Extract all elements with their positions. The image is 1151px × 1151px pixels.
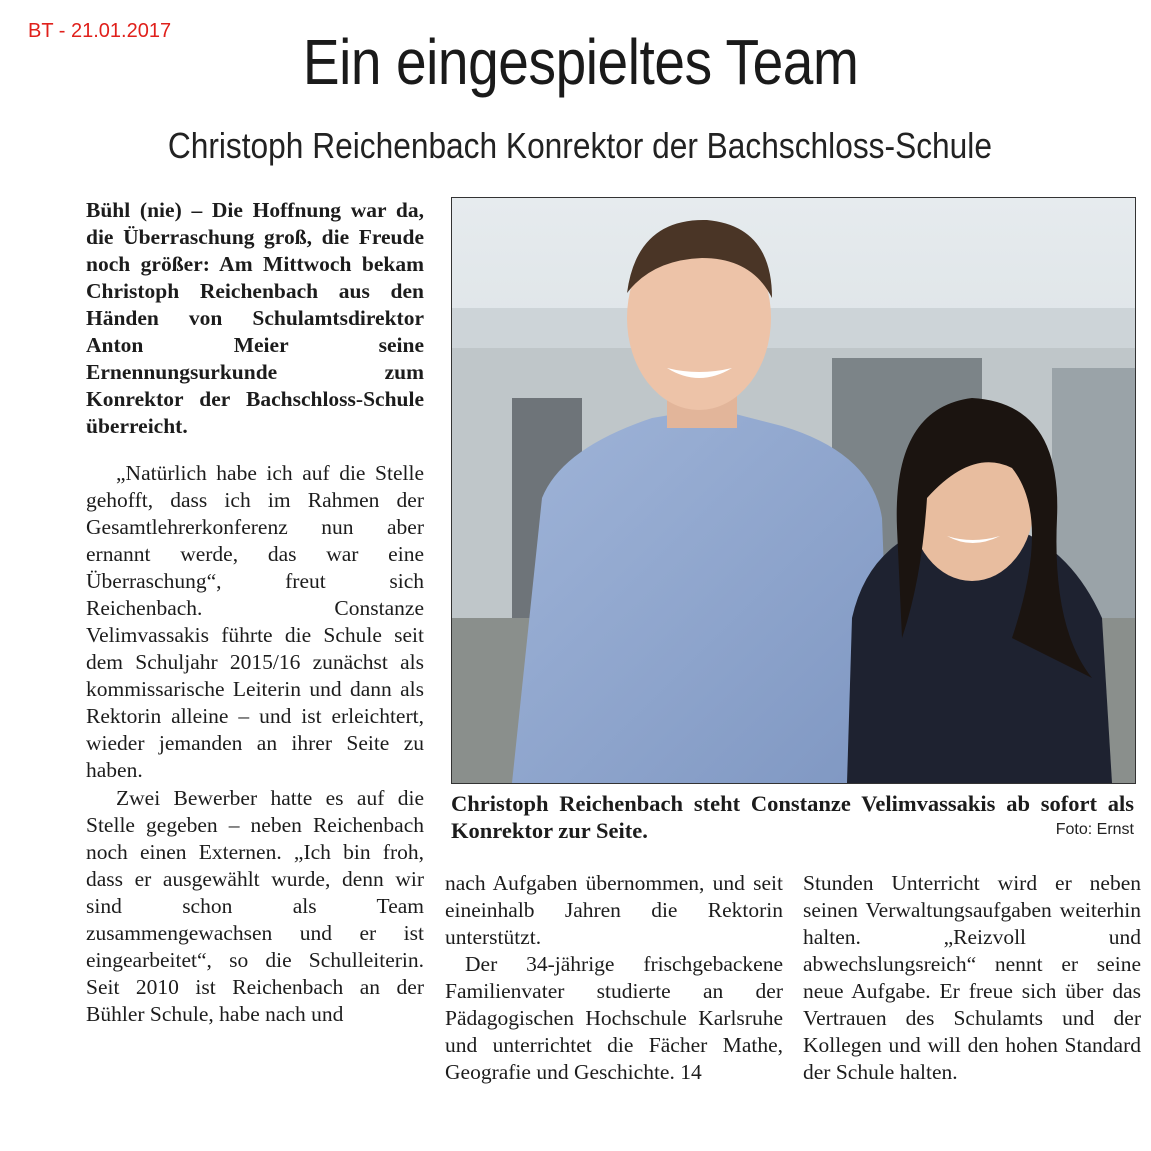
body-paragraph-1: „Natürlich habe ich auf die Stelle gehofft, dass ich im Rahmen der Gesamtlehrerkonferenz nun aber ernannt werde, das war eine Überraschung“, freut sich Reichenbach. Constanze Velimvassakis führte die Schule seit dem Schuljahr 2015/16 zunächst als kommissarische Leiterin und dann als Rektorin alleine – und ist erleichtert, wieder jemanden an ihrer Seite zu haben. <box>86 461 424 782</box>
headline: Ein eingespieltes Team <box>302 26 859 98</box>
body-paragraph-5: Stunden Unterricht wird er neben seinen Verwaltungsaufgaben weiterhin halten. „Reizvoll und abwechslungsreich“ nennt er seine neue Aufgabe. Er freue sich über das Vertrauen des Schulamts und der Kollegen und will den hohen Standard der Schule halten. <box>803 871 1141 1084</box>
subheadline: Christoph Reichenbach Konrektor der Bachschloss-Schule <box>167 125 992 166</box>
lead-paragraph: Bühl (nie) – Die Hoffnung war da, die Überraschung groß, die Freude noch größer: Am Mittwoch bekam Christoph Reichenbach aus den Händen von Schulamtsdirektor Anton Meier seine Ernennungsurkunde zum Konrektor der Bachschloss-Schule überreicht. <box>86 198 424 438</box>
article-column-2 <box>445 870 783 1086</box>
article-photo <box>451 197 1136 784</box>
article-column-3 <box>803 870 1141 1086</box>
body-paragraph-2: Zwei Bewerber hatte es auf die Stelle gegeben – neben Reichenbach noch einen Externen. „Ich bin froh, dass er ausgewählt wurde, denn wir sind schon als Team zusammengewachsen und er ist eingearbeitet“, so die Schulleiterin. Seit 2010 ist Reichenbach an der Bühler Schule, habe nach und <box>86 786 424 1026</box>
source-date-stamp: BT - 21.01.2017 <box>28 20 172 42</box>
photo-caption <box>451 790 1134 844</box>
photo-caption-text: Christoph Reichenbach steht Constanze Velimvassakis ab sofort als Konrektor zur Seite. <box>451 791 1134 843</box>
body-paragraph-4: Der 34-jährige frischgebackene Familienvater studierte an der Pädagogischen Hochschule Karlsruhe und unterrichtet die Fächer Mathe, Geografie und Geschichte. 14 <box>445 952 783 1084</box>
photo-illustration <box>452 198 1135 783</box>
article-column-1 <box>86 197 424 1028</box>
photo-credit: Foto: Ernst <box>1055 821 1134 838</box>
body-paragraph-3: nach Aufgaben übernommen, und seit eineinhalb Jahren die Rektorin unterstützt. <box>445 871 783 949</box>
